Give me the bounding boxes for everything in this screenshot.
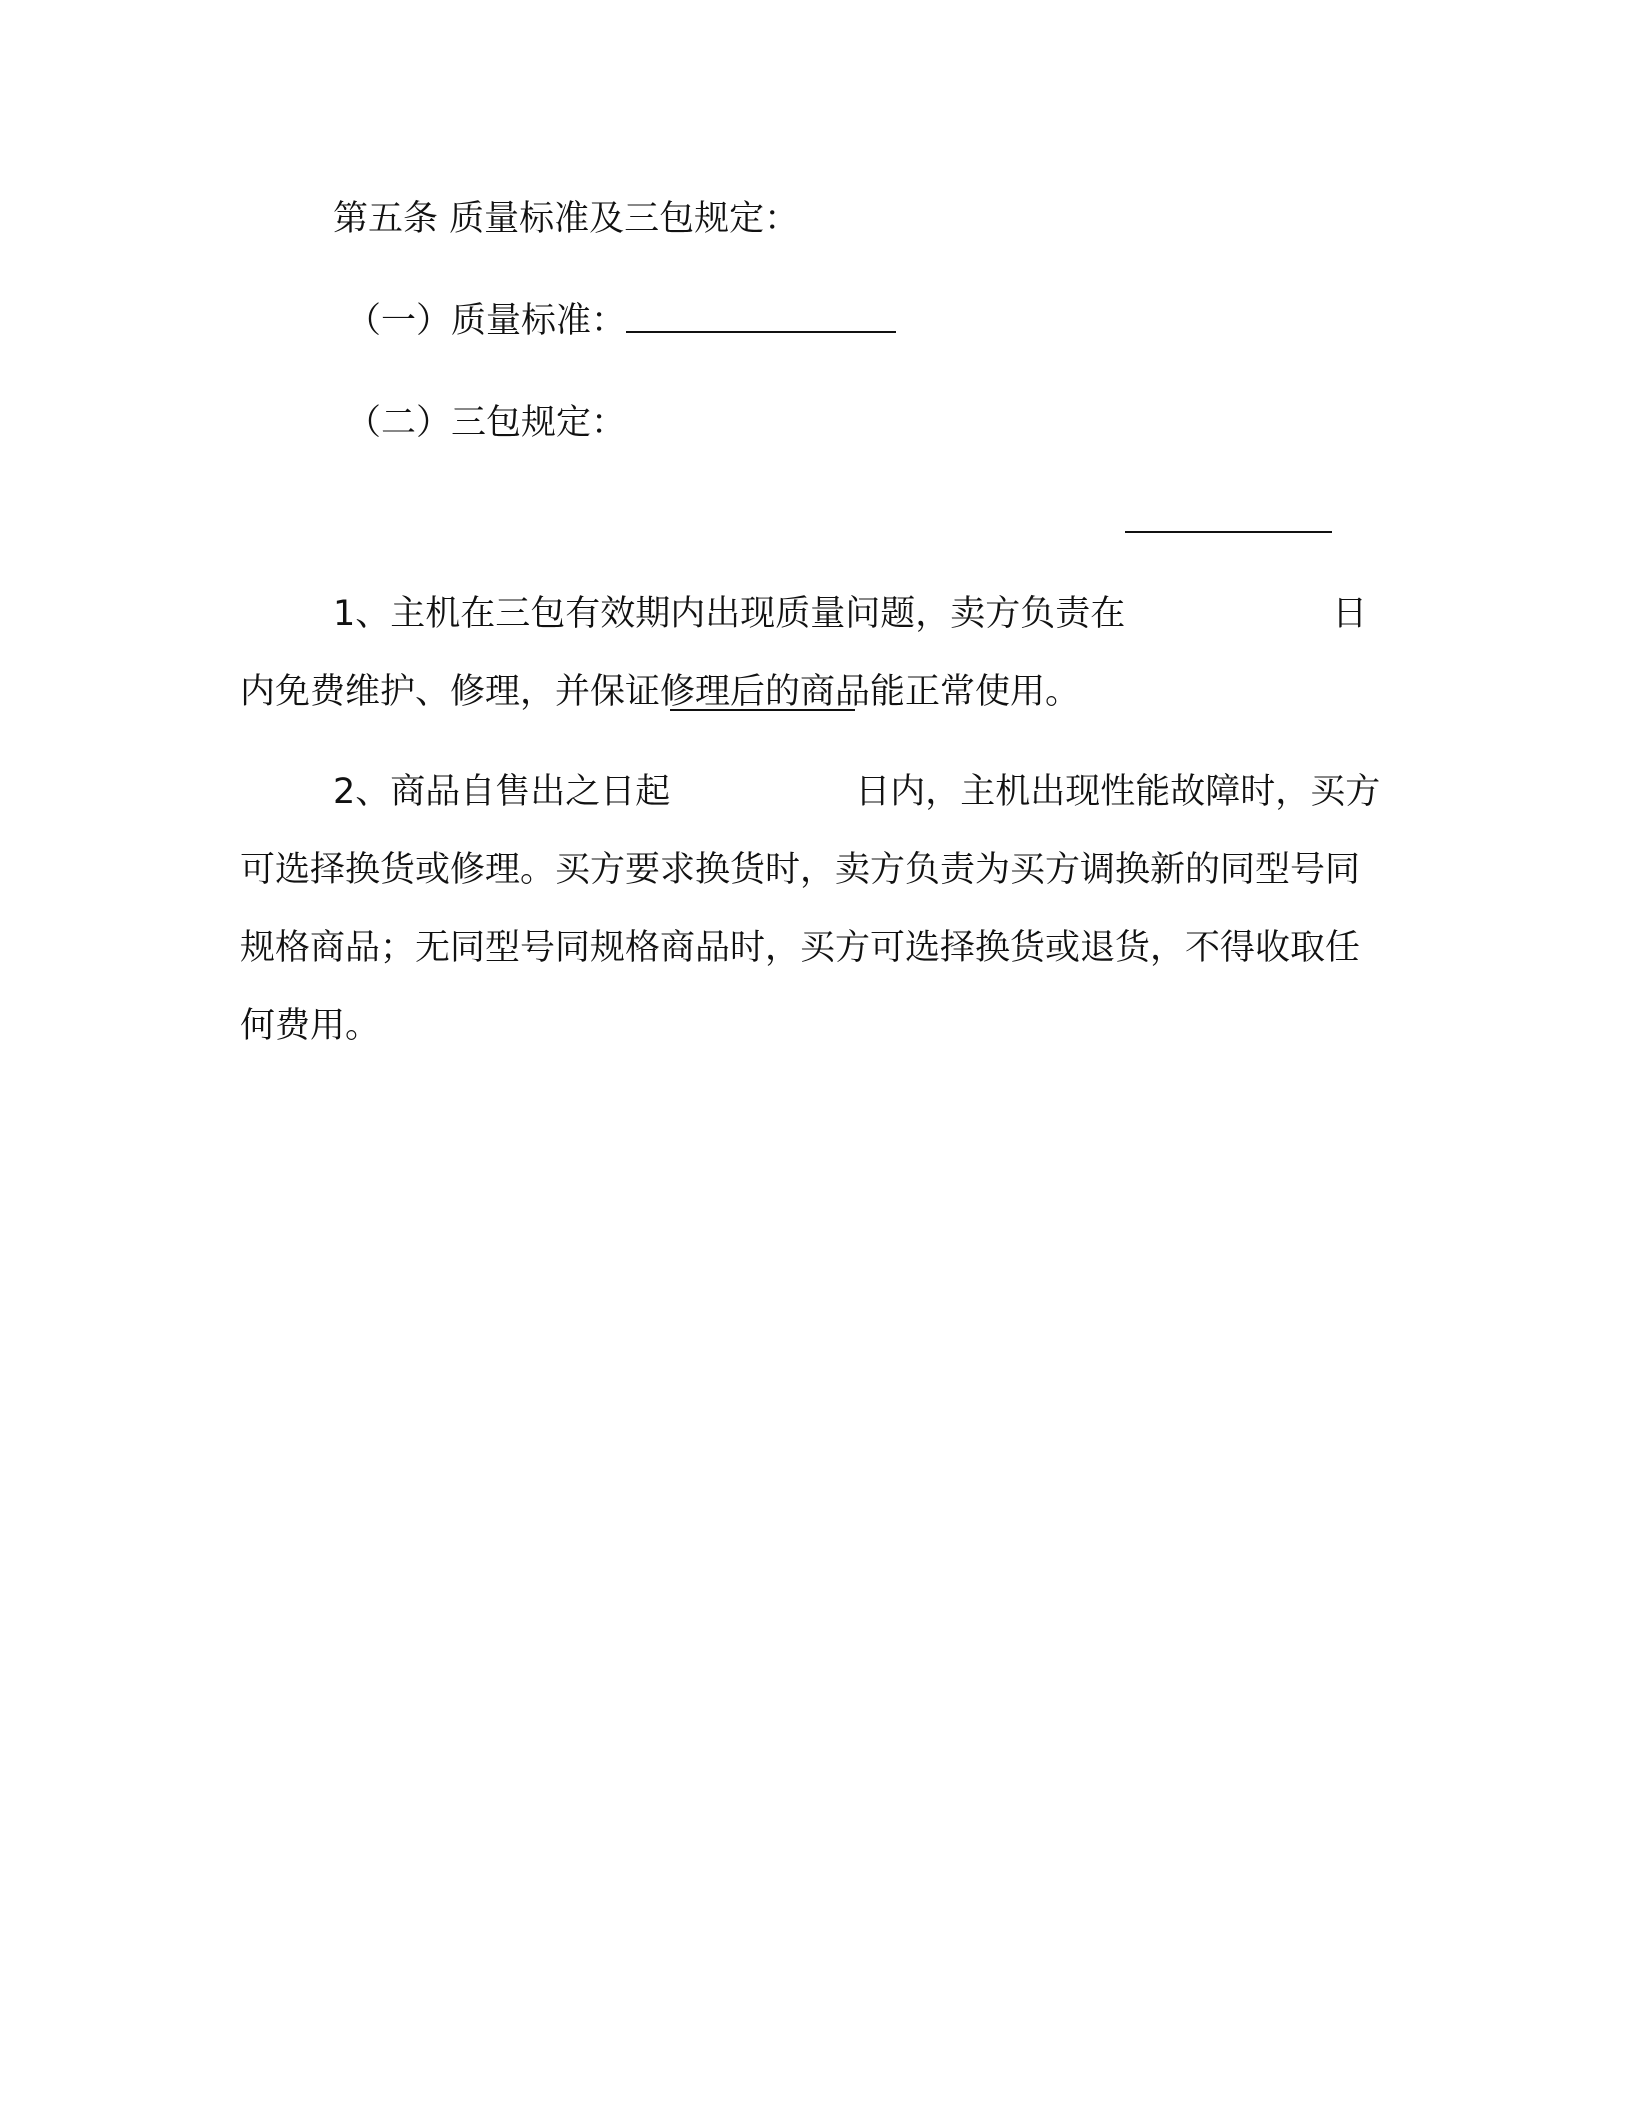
article-heading: 第五条 质量标准及三包规定： [333,199,800,239]
quality-standard-blank [626,297,896,333]
paragraph-one-before-blank: 1、主机在三包有效期内出现质量问题，卖方负责在 [333,594,1126,634]
quality-standard-line [346,297,1486,345]
paragraph-two-after-blank: 日内，主机出现性能故障时，买方可选择换货或修理。买方要求换货时，卖方负责为买方调换新的同型号同规格商品；无同型号同规格商品时，买方可选择换货或退货，不得收取任何费用。 [240,772,1381,1046]
paragraph-one-after-blank: 日内免费维护、修理，并保证修理后的商品能正常使用。 [240,594,1368,712]
warranty-rules-heading: （二）三包规定： [346,403,627,443]
paragraph-two-before-blank: 2、商品自售出之日起 [333,772,671,812]
paragraph-two [240,675,1390,1065]
quality-standard-label: （一）质量标准： [346,301,627,341]
exchange-days-blank [670,675,855,711]
repair-days-blank [1125,497,1332,533]
